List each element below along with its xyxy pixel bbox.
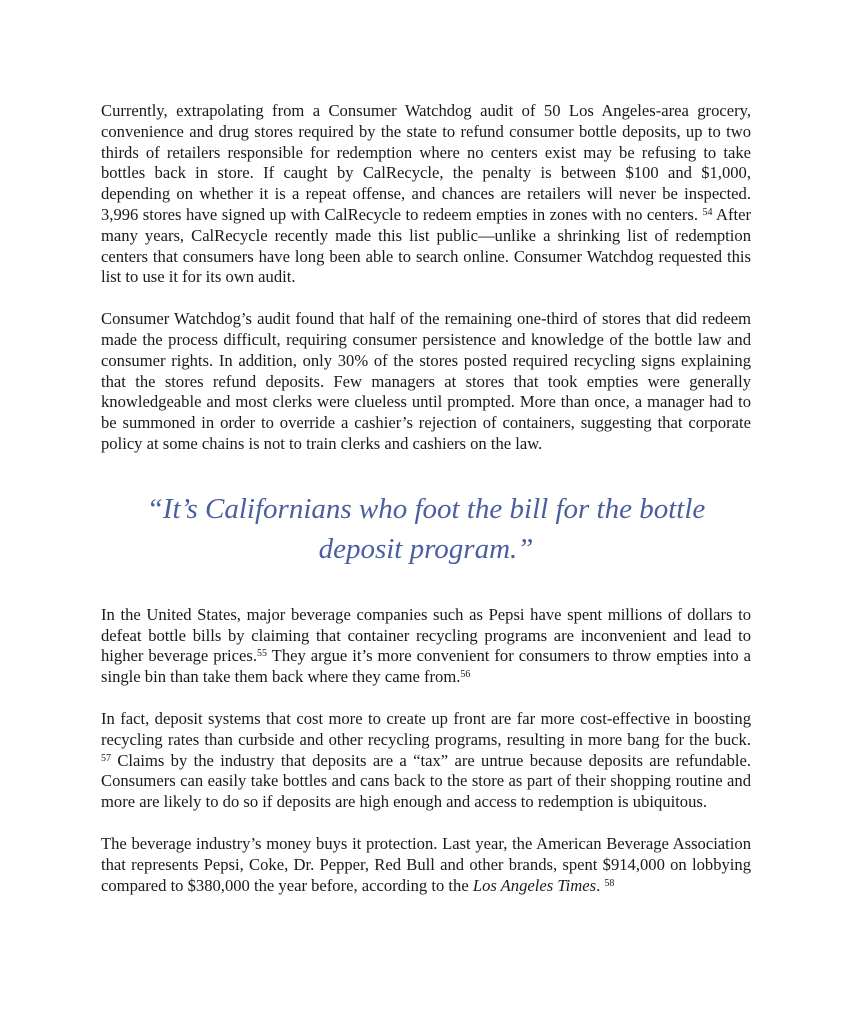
paragraph-text: Consumer Watchdog’s audit found that half of the remaining one-third of stores that did redeem made the process difficult, requiring consumer persistence and knowledge of the bottle law and consumer rights. In addition, only 30% of the stores posted required recycling signs explaining that the stores refund deposits. Few managers at stores that took empties were generally knowledgeable and most clerks were clueless until prompted. More than once, a manager had to be summoned in order to override a cashier’s rejection of containers, suggesting that corporate policy at some chains is not to train clerks and cashiers on the law. <box>101 309 751 453</box>
footnote-ref: 54 <box>702 206 713 218</box>
body-paragraph <box>101 101 751 288</box>
pull-quote: “It’s Californians who foot the bill for the bottle deposit program.” <box>146 492 706 565</box>
body-paragraph <box>101 834 751 896</box>
paragraph-text: After many years, CalRecycle recently made this list public—unlike a shrinking list of redemption centers that consumers have long been able to search online. Consumer Watchdog requested this list to use it for its own audit. <box>101 204 751 287</box>
footnote-ref: 56 <box>460 669 471 681</box>
paragraph-text: . <box>596 875 605 895</box>
paragraph-text: The beverage industry’s money buys it protection. Last year, the American Beverage Association that represents Pepsi, Coke, Dr. Pepper, Red Bull and other brands, spent $914,000 on lobbying compared to $380,000 the year before, according to the <box>101 833 751 895</box>
footnote-ref: 57 <box>101 752 111 764</box>
paragraph-text: They argue it’s more convenient for consumers to throw empties into a single bin than take them back where they came from. <box>101 646 751 687</box>
publication-title: Los Angeles Times <box>472 875 597 895</box>
document-page <box>101 101 751 896</box>
paragraph-text: In the United States, major beverage companies such as Pepsi have spent millions of dollars to defeat bottle bills by claiming that container recycling programs are inconvenient and lead to higher beverage prices. <box>101 604 751 666</box>
body-section-after-quote <box>101 605 751 897</box>
footnote-ref: 58 <box>604 877 615 889</box>
footnote-ref: 55 <box>257 648 267 660</box>
paragraph-text: In fact, deposit systems that cost more to create up front are far more cost-effective in boosting recycling rates than curbside and other recycling programs, resulting in more bang for the buck. <box>101 708 751 749</box>
paragraph-text: Currently, extrapolating from a Consumer Watchdog audit of 50 Los Angeles-area grocery, convenience and drug stores required by the state to refund consumer bottle deposits, up to two thirds of retailers responsible for redemption where no centers exist may be refusing to take bottles back in store. If caught by CalRecycle, the penalty is between $100 and $1,000, depending on whether it is a repeat offense, and chances are retailers will never be inspected. 3,996 stores have signed up with CalRecycle to redeem empties in zones with no centers. <box>101 101 751 224</box>
body-section-before-quote <box>101 101 751 455</box>
body-paragraph <box>101 709 751 813</box>
body-paragraph <box>101 309 751 455</box>
body-paragraph <box>101 605 751 688</box>
paragraph-text: Claims by the industry that deposits are a “tax” are untrue because deposits are refundable. Consumers can easily take bottles and cans back to the store as part of their shopping routine and more are likely to do so if deposits are high enough and access to redemption is ubiquitous. <box>101 750 751 812</box>
